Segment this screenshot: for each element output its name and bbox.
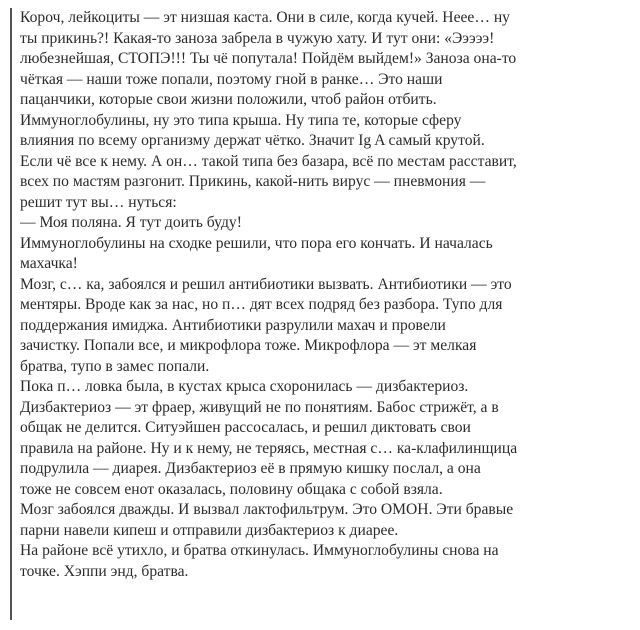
text-line: всех по мастям разгонит. Прикинь, какой-нить вирус — пневмония —	[20, 173, 486, 190]
text-line: На районе всё утихло, и братва откинулась. Иммуноглобулины снова на	[20, 542, 499, 559]
text-line: братва, тупо в замес попали.	[20, 357, 210, 375]
text-line: пацанчики, которые свои жизни положили, чтоб район отбить.	[20, 91, 437, 108]
text-line: махачка!	[20, 255, 78, 272]
text-line: чёткая — наши тоже попали, поэтому гной в ранке… Это наши	[20, 70, 443, 88]
text-line: парни навели кипеш и отправили дизбактериоз к диарее.	[20, 521, 399, 539]
text-line: правила на районе. Ну и к нему, не теряясь, местная с… ка-клафилинщица	[20, 439, 518, 457]
text-line: — Моя поляна. Я тут доить буду!	[20, 214, 242, 231]
text-line: точке. Хэппи энд, братва.	[20, 562, 189, 580]
text-line: Пока п… ловка была, в кустах крыса схоронилась — дизбактериоз.	[20, 378, 469, 395]
text-line: влияния по всему организму держат чётко. Значит Ig A самый крутой.	[20, 132, 485, 149]
text-line: Дизбактериоз — эт фраер, живущий не по понятиям. Бабос стрижёт, а в	[20, 398, 499, 416]
text-line: ментяры. Вроде как за нас, но п… дят всех подряд без разбора. Тупо для	[20, 296, 503, 313]
text-line: Мозг, с… ка, забоялся и решил антибиотики вызвать. Антибиотики — это	[20, 275, 512, 293]
text-line: Иммуноглобулины, ну это типа крыша. Ну типа те, которые сферу	[20, 111, 462, 129]
text-line: зачистку. Попали все, и микрофлора тоже. Микрофлора — эт мелкая	[20, 337, 477, 354]
text-line: поддержания имиджа. Антибиотики разрулили махач и провели	[20, 316, 446, 334]
text-line: ты прикинь?! Какая-то заноза забрела в чужую хату. И тут они: «Эээээ!	[20, 29, 495, 47]
text-page	[10, 8, 626, 620]
text-line: подрулила — диарея. Дизбактериоз её в прямую кишку послал, а она	[20, 460, 481, 477]
text-line: Иммуноглобулины на сходке решили, что пора его кончать. И началась	[20, 234, 493, 252]
text-line: Короч, лейкоциты — эт низшая каста. Они в силе, когда кучей. Неее… ну	[20, 9, 510, 26]
text-line: любезнейшая, СТОПЭ!!! Ты чё попутала! Пойдём выйдем!» Заноза она-то	[20, 50, 517, 67]
text-line: Мозг забоялся дважды. И вызвал лактофильтрум. Это ОМОН. Эти бравые	[20, 501, 514, 518]
text-line: решит тут вы… нуться:	[20, 193, 177, 211]
text-line: общак не делится. Ситуэйшен рассосалась, и решил диктовать свои	[20, 419, 471, 436]
text-line: Если чё все к нему. А он… такой типа без базара, всё по местам расставит,	[20, 152, 517, 170]
text-line: тоже не совсем енот оказалась, половину общака с собой взяла.	[20, 480, 443, 498]
